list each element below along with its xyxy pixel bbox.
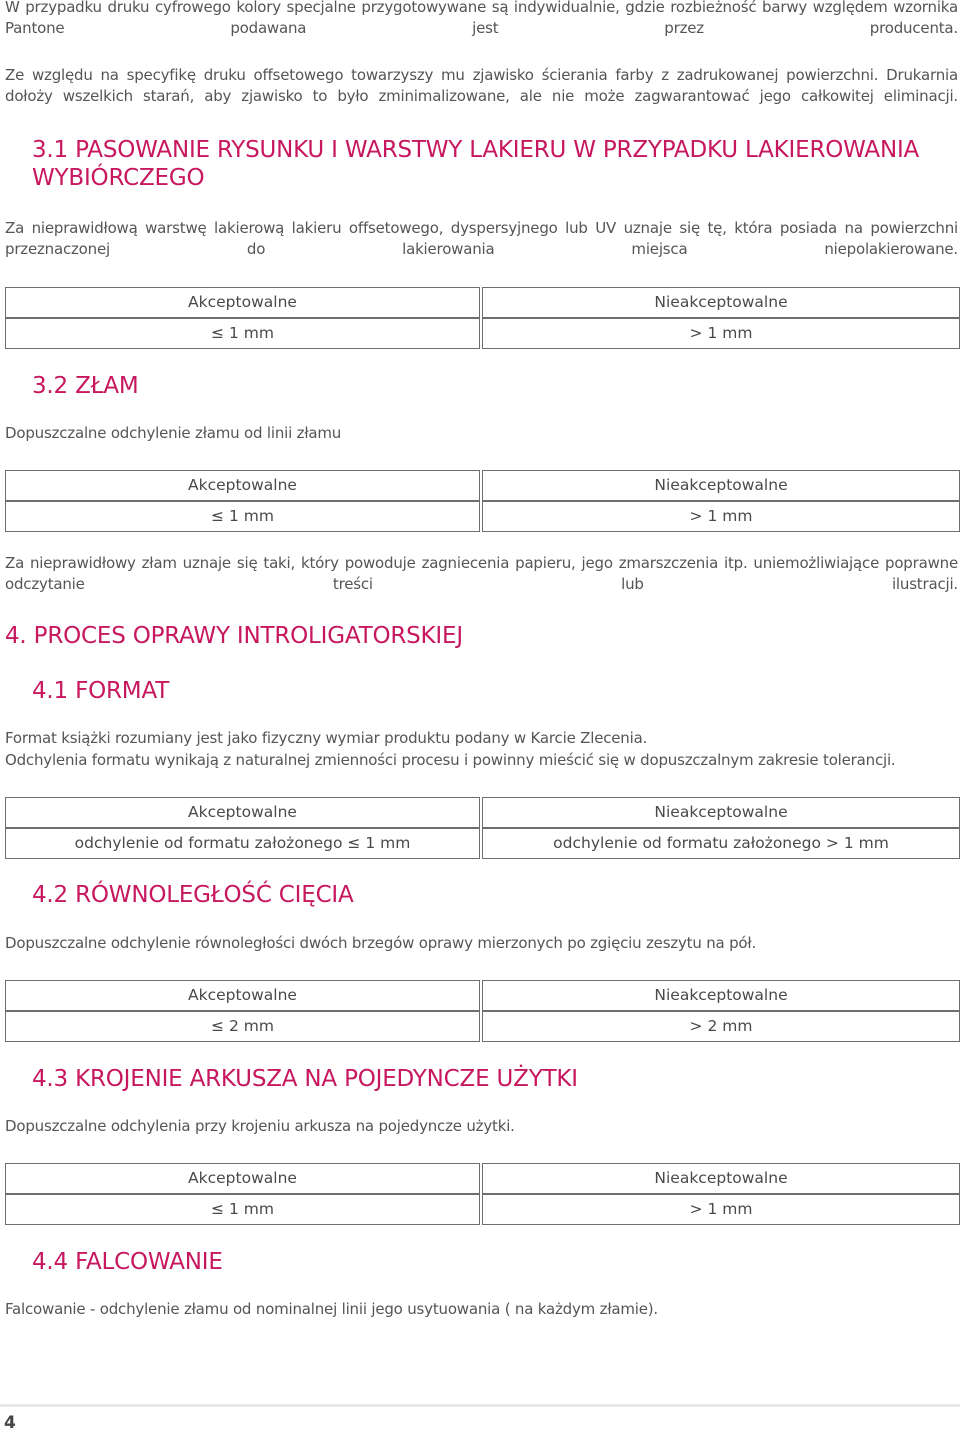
section-3-1-table — [5, 287, 960, 349]
section-3-2-text: Dopuszczalne odchylenie złamu od linii złamu — [5, 424, 342, 442]
unacceptable-header: Nieakceptowalne — [482, 980, 960, 1011]
page-number: 4 — [4, 1413, 16, 1433]
acceptable-value: ≤ 1 mm — [5, 318, 480, 349]
unacceptable-value: > 1 mm — [482, 318, 960, 349]
acceptable-header: Akceptowalne — [5, 470, 480, 501]
section-4-3-table — [5, 1163, 960, 1225]
acceptable-value: ≤ 1 mm — [5, 501, 480, 532]
footer-divider — [0, 1404, 960, 1407]
section-4-2-heading: 4.2 RÓWNOLEGŁOŚĆ CIĘCIA — [32, 882, 354, 908]
unacceptable-value: > 1 mm — [482, 501, 960, 532]
section-3-2-table — [5, 470, 960, 532]
acceptable-header: Akceptowalne — [5, 287, 480, 318]
unacceptable-value: > 2 mm — [482, 1011, 960, 1042]
intro-paragraph-2: Ze względu na specyfikę druku offsetowego towarzyszy mu zjawisko ścierania farby z zadrukowanej powierzchni. Drukarnia dołoży wszelkich starań, aby zjawisko to było zminimalizowane, ale nie może zagwarantować jego całkowitej eliminacji. — [5, 66, 958, 105]
acceptable-header: Akceptowalne — [5, 1163, 480, 1194]
section-4-2-table — [5, 980, 960, 1042]
unacceptable-header: Nieakceptowalne — [482, 470, 960, 501]
section-4-1-line-2: Odchylenia formatu wynikają z naturalnej zmienności procesu i powinny mieścić się w dopuszczalnym zakresie tolerancji. — [5, 751, 896, 769]
unacceptable-header: Nieakceptowalne — [482, 287, 960, 318]
intro-paragraph-1: W przypadku druku cyfrowego kolory specjalne przygotowywane są indywidualnie, gdzie rozbieżność barwy względem wzornika Pantone podawana jest przez producenta. — [5, 0, 958, 37]
section-4-heading: 4. PROCES OPRAWY INTROLIGATORSKIEJ — [5, 623, 463, 649]
section-4-1-line-1: Format książki rozumiany jest jako fizyczny wymiar produktu podany w Karcie Zlecenia. — [5, 729, 648, 747]
section-4-4-text: Falcowanie - odchylenie złamu od nominalnej linii jego usytuowania ( na każdym złamie). — [5, 1300, 659, 1318]
acceptable-header: Akceptowalne — [5, 980, 480, 1011]
unacceptable-value: odchylenie od formatu założonego > 1 mm — [482, 828, 960, 859]
unacceptable-header: Nieakceptowalne — [482, 1163, 960, 1194]
acceptable-header: Akceptowalne — [5, 797, 480, 828]
section-4-3-heading: 4.3 KROJENIE ARKUSZA NA POJEDYNCZE UŻYTKI — [32, 1066, 578, 1092]
section-4-3-text: Dopuszczalne odchylenia przy krojeniu arkusza na pojedyncze użytki. — [5, 1117, 515, 1135]
acceptable-value: ≤ 2 mm — [5, 1011, 480, 1042]
section-4-1-heading: 4.1 FORMAT — [32, 678, 170, 704]
section-4-1-table — [5, 797, 960, 859]
section-3-1-text: Za nieprawidłową warstwę lakierową lakieru offsetowego, dyspersyjnego lub UV uznaje się tę, która posiada na powierzchni przeznaczonej do lakierowania miejsca niepolakierowane. — [5, 219, 958, 258]
section-4-4-heading: 4.4 FALCOWANIE — [32, 1249, 223, 1275]
section-3-1-heading: 3.1 PASOWANIE RYSUNKU I WARSTWY LAKIERU W PRZYPADKU LAKIEROWANIA WYBIÓRCZEGO — [32, 137, 920, 191]
acceptable-value: odchylenie od formatu założonego ≤ 1 mm — [5, 828, 480, 859]
unacceptable-header: Nieakceptowalne — [482, 797, 960, 828]
unacceptable-value: > 1 mm — [482, 1194, 960, 1225]
section-3-2-text-2: Za nieprawidłowy złam uznaje się taki, który powoduje zagniecenia papieru, jego zmarszczenia itp. uniemożliwiające poprawne odczytanie treści lub ilustracji. — [5, 554, 958, 593]
section-4-2-text: Dopuszczalne odchylenie równoległości dwóch brzegów oprawy mierzonych po zgięciu zeszytu na pół. — [5, 934, 757, 952]
section-3-2-heading: 3.2 ZŁAM — [32, 373, 139, 399]
acceptable-value: ≤ 1 mm — [5, 1194, 480, 1225]
